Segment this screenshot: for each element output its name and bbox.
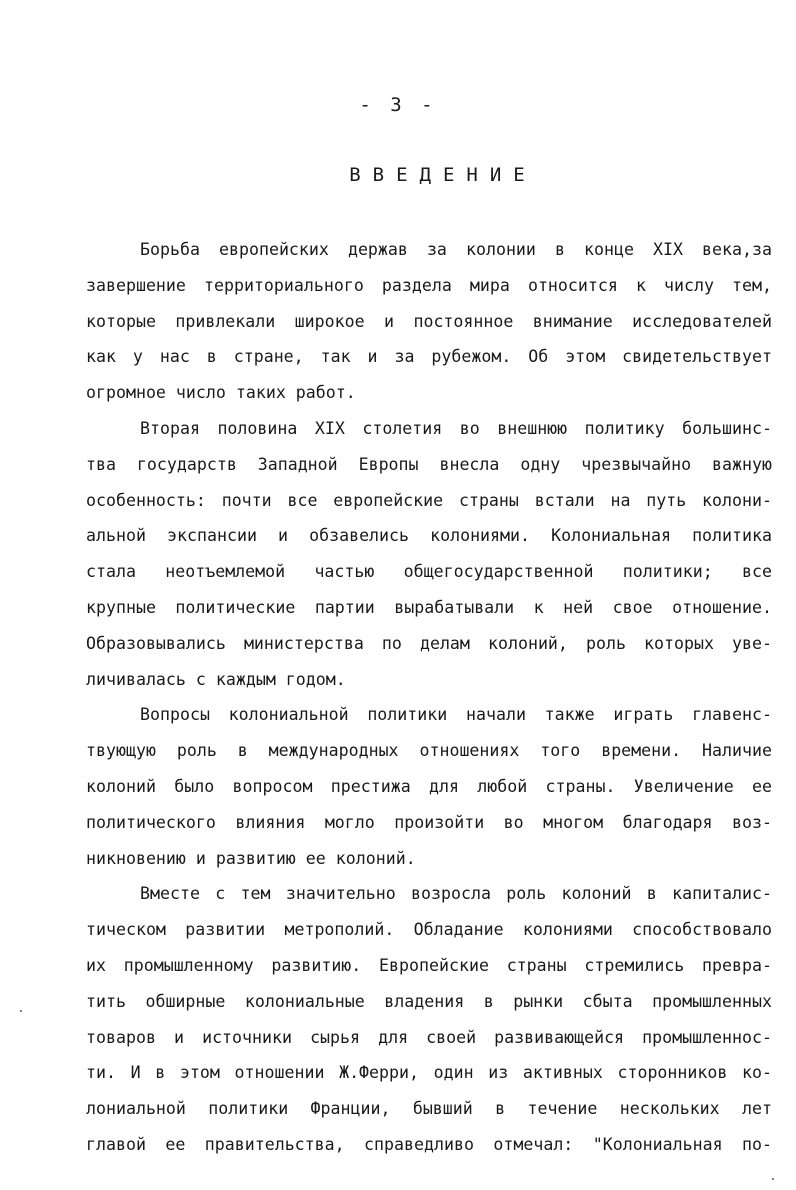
text-line: Вторая половина XIX столетия во внешнюю политику большинс- <box>140 418 772 438</box>
text-line: альной экспансии и обзавелись колониями. Колониальная политика <box>86 526 772 546</box>
text-line: Вместе с тем значительно возросла роль колоний в капиталис- <box>140 884 772 904</box>
text-line: тическом развитии метрополий. Обладание колониями способствовало <box>86 920 772 940</box>
text-line: Борьба европейских держав за колонии в конце XIX века,за <box>140 240 772 259</box>
scan-speck <box>772 1178 774 1180</box>
section-heading: ВВЕДЕНИЕ <box>349 164 537 186</box>
text-line: товаров и источники сырья для своей развивающейся промышленнос- <box>86 1027 772 1047</box>
text-line: огромное число таких работ. <box>86 383 356 403</box>
text-line: колоний было вопросом престижа для любой страны. Увеличение ее <box>86 776 772 796</box>
text-line: политического влияния могло произойти во многом благодаря воз- <box>86 812 772 832</box>
text-line: как у нас в стране, так и за рубежом. Об этом свидетельствует <box>86 347 772 367</box>
text-line: их промышленному развитию. Европейские страны стремились превра- <box>86 955 772 975</box>
text-line: стала неотъемлемой частью общегосударственной политики; все <box>86 562 772 582</box>
text-line: личивалась с каждым годом. <box>86 669 346 689</box>
page-number: - 3 - <box>359 94 437 116</box>
text-line: завершение территориального раздела мира относится к числу тем, <box>86 275 772 295</box>
body-text <box>86 232 772 1163</box>
text-line: лониальной политики Франции, бывший в течение нескольких лет <box>86 1099 772 1119</box>
text-line: крупные политические партии вырабатывали к ней свое отношение. <box>86 597 772 617</box>
text-line: Образовывались министерства по делам колоний, роль которых уве- <box>86 633 772 653</box>
scan-speck <box>20 1010 22 1012</box>
text-line: Вопросы колониальной политики начали также играть главенс- <box>140 705 772 725</box>
text-line: тить обширные колониальные владения в рынки сбыта промышленных <box>86 991 772 1011</box>
text-line: твующую роль в международных отношениях того времени. Наличие <box>86 741 772 761</box>
text-line: ти. И в этом отношении Ж.Ферри, один из активных сторонников ко- <box>86 1063 772 1083</box>
text-line: которые привлекали широкое и постоянное внимание исследователей <box>86 311 772 331</box>
text-line: главой ее правительства, справедливо отмечал: "Колониальная по- <box>86 1134 772 1154</box>
text-line: никновению и развитию ее колоний. <box>86 848 416 868</box>
text-line: особенность: почти все европейские страны встали на путь колони- <box>86 490 772 510</box>
text-line: тва государств Западной Европы внесла одну чрезвычайно важную <box>86 454 772 474</box>
